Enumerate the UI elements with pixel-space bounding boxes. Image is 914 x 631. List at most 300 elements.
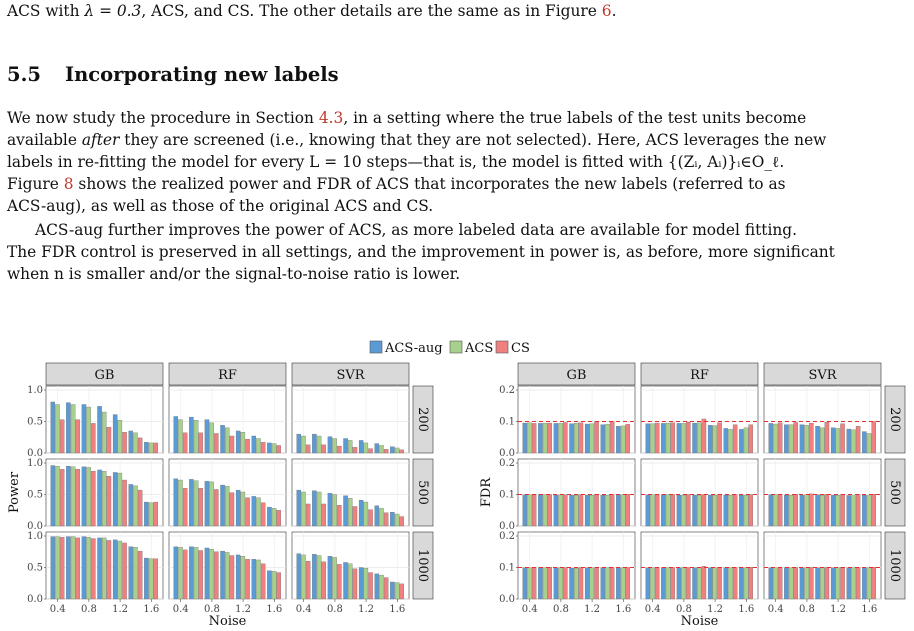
bar-cs (277, 573, 281, 599)
bar-acs-aug (66, 466, 70, 526)
bar-cs (230, 493, 234, 526)
bar-cs (749, 425, 753, 453)
bar-acs-aug (800, 425, 804, 453)
bar-acs (194, 481, 198, 526)
y-tick-label: 0.2 (499, 531, 515, 542)
bar-acs (301, 492, 305, 526)
bar-acs (102, 538, 106, 599)
bar-acs (836, 568, 840, 599)
bar-acs (805, 568, 809, 599)
x-tick-label: 1.6 (389, 604, 406, 615)
x-tick-label: 0.4 (49, 604, 66, 615)
bar-acs (71, 467, 75, 526)
bar-acs-aug (113, 472, 117, 526)
bar-acs-aug (129, 431, 133, 453)
y-tick-label: 0.2 (499, 385, 515, 396)
bar-acs-aug (616, 426, 620, 453)
bar-cs (749, 567, 753, 599)
bar-acs (713, 495, 717, 526)
bar-cs (154, 443, 158, 453)
y-axis-title: Power (7, 471, 22, 514)
bar-cs (91, 539, 95, 599)
y-tick-label: 0.0 (499, 448, 515, 459)
bar-acs (194, 547, 198, 599)
facet-label: RF (218, 368, 237, 383)
bar-acs-aug (708, 568, 712, 599)
bar-acs-aug (390, 447, 394, 453)
bar-acs-aug (375, 444, 379, 453)
bar-cs (733, 495, 737, 527)
bar-acs (820, 428, 824, 453)
bar-acs (317, 492, 321, 526)
section-number: 5.5 (7, 63, 41, 86)
bar-acs (605, 424, 609, 453)
bar-acs-aug (739, 568, 743, 599)
x-tick-label: 0.4 (767, 604, 784, 615)
facet-label: 1000 (415, 548, 430, 583)
bar-cs (245, 498, 249, 526)
bar-acs-aug (97, 406, 101, 453)
bar-acs (590, 424, 594, 453)
bar-acs-aug (862, 495, 866, 526)
bar-cs (794, 494, 798, 526)
bar-cs (60, 469, 64, 526)
bar-cs (322, 504, 326, 526)
paragraph-2 (7, 219, 907, 285)
bar-acs-aug (739, 495, 743, 526)
bar-acs (773, 495, 777, 526)
y-tick-label: 0.1 (499, 489, 515, 501)
x-tick-label: 0.4 (644, 604, 661, 615)
section-title: Incorporating new labels (65, 63, 339, 86)
bar-acs (697, 423, 701, 453)
bar-cs (825, 422, 829, 453)
bar-cs (384, 449, 388, 453)
bar-cs (368, 573, 372, 599)
bar-acs-aug (661, 495, 665, 526)
x-tick-label: 1.6 (615, 604, 632, 615)
bar-acs (395, 514, 399, 526)
fdr-chart (479, 363, 905, 629)
bar-cs (183, 488, 187, 526)
bar-acs (527, 568, 531, 599)
bar-acs-aug (220, 425, 224, 453)
bar-acs (590, 495, 594, 526)
bar-cs (563, 422, 567, 453)
bar-acs (272, 571, 276, 599)
para-line: labels in re-fitting the model for every L = 10 steps—that is, the model is fitted with {(Zᵢ, Aᵢ)}ᵢ∈O_ℓ. (7, 153, 785, 171)
bar-acs (395, 448, 399, 453)
bar-cs (353, 506, 357, 526)
bar-cs (60, 420, 64, 453)
bar-cs (138, 438, 142, 453)
bar-cs (337, 446, 341, 453)
bar-cs (277, 445, 281, 453)
bar-acs (867, 433, 871, 453)
bar-acs-aug (677, 423, 681, 453)
facet-label: RF (690, 368, 709, 383)
bar-acs-aug (328, 437, 332, 453)
bar-cs (686, 422, 690, 453)
bar-acs (574, 423, 578, 453)
bar-acs (210, 549, 214, 599)
bar-acs (836, 495, 840, 526)
bar-cs (122, 543, 126, 599)
bar-cs (245, 559, 249, 599)
bar-acs (379, 575, 383, 599)
bar-cs (655, 423, 659, 453)
bar-acs (851, 430, 855, 453)
y-tick-label: 0.5 (27, 562, 43, 574)
bar-acs-aug (784, 495, 788, 526)
bar-cs (594, 568, 598, 600)
facet-label: SVR (808, 368, 837, 383)
bar-acs (133, 486, 137, 526)
bar-acs-aug (252, 436, 256, 453)
bar-acs (805, 495, 809, 526)
bar-acs (773, 424, 777, 453)
bar-cs (794, 568, 798, 600)
bar-cs (199, 433, 203, 453)
bar-acs-aug (359, 500, 363, 526)
bar-acs-aug (847, 495, 851, 526)
section-heading (7, 63, 339, 86)
bar-cs (306, 561, 310, 599)
bar-acs-aug (312, 491, 316, 526)
bar-acs-aug (862, 568, 866, 599)
bar-cs (702, 566, 706, 599)
bar-acs-aug (601, 425, 605, 453)
bar-acs-aug (554, 568, 558, 599)
bar-acs-aug (831, 428, 835, 453)
bar-cs (671, 423, 675, 453)
bar-cs (856, 568, 860, 600)
bar-cs (183, 433, 187, 453)
y-tick-label: 0.2 (499, 458, 515, 469)
bar-acs (574, 495, 578, 526)
facet-label: 500 (887, 480, 902, 505)
bar-acs-aug (174, 416, 178, 453)
bar-cs (840, 567, 844, 599)
figure-link[interactable]: 6 (601, 2, 612, 20)
bar-acs (71, 537, 75, 599)
bar-acs-aug (359, 440, 363, 453)
bar-cs (548, 423, 552, 453)
x-tick-label: 0.8 (675, 604, 692, 615)
bar-acs (210, 482, 214, 526)
bar-acs-aug (815, 426, 819, 453)
bar-cs (122, 480, 126, 526)
bar-cs (809, 494, 813, 526)
x-tick-label: 0.8 (326, 604, 343, 615)
x-tick-label: 1.2 (584, 604, 601, 615)
figure-link[interactable]: 8 (63, 175, 74, 193)
bar-acs (851, 495, 855, 526)
facet-label: 500 (415, 480, 430, 505)
x-tick-label: 1.6 (738, 604, 755, 615)
x-axis-title: Noise (208, 614, 247, 629)
bar-acs-aug (375, 506, 379, 526)
bar-acs (744, 495, 748, 526)
bar-acs (241, 556, 245, 599)
bar-acs-aug (66, 537, 70, 599)
bar-cs (261, 564, 265, 599)
bar-cs (353, 447, 357, 453)
bar-acs (210, 423, 214, 453)
bar-cs (840, 495, 844, 527)
bar-acs (272, 508, 276, 526)
bar-cs (277, 510, 281, 526)
y-tick-label: 0.1 (499, 416, 515, 428)
bar-acs (666, 495, 670, 526)
y-axis-title: FDR (479, 477, 494, 508)
bar-acs (744, 428, 748, 453)
bar-acs-aug (692, 568, 696, 599)
bar-acs (650, 568, 654, 599)
bar-cs (579, 495, 583, 527)
bar-acs-aug (82, 537, 86, 599)
bar-acs-aug (328, 493, 332, 526)
bar-cs (717, 495, 721, 527)
bar-acs (333, 557, 337, 599)
bar-cs (400, 517, 404, 526)
y-tick-label: 1.0 (27, 531, 43, 542)
bar-acs-aug (51, 466, 55, 526)
bar-acs-aug (312, 434, 316, 453)
bar-acs (87, 407, 91, 453)
bar-cs (626, 424, 630, 453)
bar-acs (789, 425, 793, 453)
bar-acs-aug (692, 495, 696, 526)
bar-acs (867, 568, 871, 599)
bar-cs (778, 495, 782, 527)
bar-acs-aug (800, 495, 804, 526)
bar-cs (183, 550, 187, 599)
bar-cs (154, 502, 158, 526)
bar-acs-aug (769, 495, 773, 526)
bar-acs (71, 404, 75, 453)
facet-label: 200 (887, 407, 902, 432)
bar-acs-aug (343, 439, 347, 453)
bar-cs (214, 489, 218, 526)
bar-cs (107, 427, 111, 453)
y-tick-label: 0.5 (27, 416, 43, 428)
bar-acs-aug (97, 538, 101, 599)
bar-acs-aug (523, 495, 527, 526)
bar-acs-aug (113, 540, 117, 599)
bar-acs-aug (538, 423, 542, 453)
paragraph-1 (7, 107, 907, 217)
bar-cs (671, 568, 675, 600)
bar-acs-aug (236, 490, 240, 526)
facet-label: SVR (336, 368, 365, 383)
bar-cs (306, 445, 310, 453)
bar-acs-aug (205, 420, 209, 453)
bar-acs (256, 439, 260, 453)
bar-acs (789, 495, 793, 526)
bar-acs-aug (82, 467, 86, 526)
x-tick-label: 1.6 (861, 604, 878, 615)
x-tick-label: 0.8 (203, 604, 220, 615)
bar-acs-aug (646, 424, 650, 453)
bar-acs-aug (677, 495, 681, 526)
bar-acs (621, 426, 625, 453)
bar-acs (666, 568, 670, 599)
bar-acs (241, 492, 245, 526)
bar-acs (225, 552, 229, 599)
bar-cs (214, 433, 218, 453)
figure-8 (0, 331, 914, 631)
bar-acs (118, 473, 122, 526)
bar-acs-aug (129, 484, 133, 526)
bar-cs (245, 439, 249, 453)
y-tick-label: 0.1 (499, 562, 515, 574)
bar-cs (686, 495, 690, 527)
para-line (7, 107, 907, 129)
facet-label: GB (94, 368, 115, 383)
para-line (7, 173, 907, 195)
y-tick-label: 0.0 (499, 594, 515, 605)
bar-acs-aug (585, 424, 589, 453)
bar-cs (107, 476, 111, 526)
bar-acs (317, 436, 321, 453)
bar-acs (713, 568, 717, 599)
text: . (611, 2, 617, 20)
bar-acs (773, 568, 777, 599)
bar-acs (178, 420, 182, 453)
bar-acs (820, 568, 824, 599)
bar-acs (102, 412, 106, 453)
bar-cs (610, 495, 614, 527)
bar-cs (76, 538, 80, 599)
bar-acs-aug (328, 556, 332, 599)
bar-cs (532, 495, 536, 527)
bar-acs-aug (769, 423, 773, 453)
bar-acs-aug (82, 404, 86, 453)
legend-key (496, 341, 508, 353)
bar-acs (650, 495, 654, 526)
bar-acs-aug (523, 423, 527, 453)
bar-acs-aug (390, 512, 394, 526)
x-tick-label: 0.4 (172, 604, 189, 615)
bar-acs (379, 508, 383, 526)
bar-acs-aug (784, 425, 788, 453)
bar-acs (364, 568, 368, 599)
text: ACS with (7, 2, 85, 20)
para-line (7, 129, 907, 151)
bar-cs (337, 505, 341, 526)
bar-cs (548, 567, 552, 599)
section-link[interactable]: 4.3 (318, 109, 344, 127)
bar-acs (118, 541, 122, 599)
bar-cs (778, 568, 782, 600)
bar-acs (590, 568, 594, 599)
bar-cs (856, 426, 860, 453)
bar-acs-aug (144, 442, 148, 453)
bar-cs (532, 423, 536, 453)
facet-label: 200 (415, 407, 430, 432)
bar-acs (149, 503, 153, 526)
legend-label: CS (511, 341, 530, 356)
bar-cs (610, 568, 614, 600)
bar-acs-aug (144, 558, 148, 599)
bar-cs (400, 584, 404, 599)
bar-acs-aug (297, 490, 301, 526)
bar-cs (733, 425, 737, 453)
para-line: when n is smaller and/or the signal-to-noise ratio is lower. (7, 265, 461, 283)
bar-acs (559, 423, 563, 453)
bar-acs (728, 568, 732, 599)
bar-acs (272, 444, 276, 453)
bar-acs-aug (97, 470, 101, 526)
bar-cs (532, 568, 536, 600)
bar-cs (655, 568, 659, 600)
x-tick-label: 1.2 (830, 604, 847, 615)
bar-acs (605, 495, 609, 526)
bar-cs (91, 471, 95, 526)
legend (370, 341, 530, 356)
bar-cs (107, 540, 111, 599)
bar-acs (605, 568, 609, 599)
bar-acs-aug (554, 495, 558, 526)
bar-acs-aug (569, 568, 573, 599)
bar-acs-aug (144, 502, 148, 526)
bar-cs (322, 445, 326, 453)
bar-acs (621, 568, 625, 599)
bar-acs (178, 547, 182, 599)
bar-acs-aug (113, 415, 117, 453)
x-tick-label: 0.8 (80, 604, 97, 615)
bar-acs-aug (554, 423, 558, 453)
bar-acs-aug (538, 568, 542, 599)
bar-acs-aug (343, 496, 347, 526)
bar-acs-aug (267, 443, 271, 453)
bar-acs (256, 560, 260, 599)
bar-cs (60, 537, 64, 599)
bar-acs (348, 440, 352, 453)
bar-acs-aug (847, 568, 851, 599)
x-axis-title: Noise (680, 614, 719, 629)
caption-line (7, 0, 907, 22)
bar-acs-aug (51, 402, 55, 453)
bar-cs (337, 564, 341, 599)
bar-acs-aug (601, 568, 605, 599)
legend-key (370, 341, 382, 353)
x-tick-label: 1.2 (358, 604, 375, 615)
bar-cs (76, 420, 80, 453)
y-tick-label: 0.0 (27, 448, 43, 459)
bar-acs (697, 568, 701, 599)
bar-acs-aug (724, 428, 728, 453)
bar-acs-aug (359, 568, 363, 600)
bar-acs (395, 583, 399, 599)
bar-acs-aug (646, 568, 650, 599)
bar-acs (348, 564, 352, 599)
bar-cs (261, 442, 265, 453)
bar-acs (559, 495, 563, 526)
bar-cs (749, 495, 753, 527)
bar-acs-aug (601, 495, 605, 526)
bar-acs (697, 495, 701, 526)
bar-acs-aug (523, 568, 527, 599)
bar-acs-aug (616, 495, 620, 526)
bar-acs-aug (220, 485, 224, 526)
bar-acs-aug (66, 403, 70, 453)
bar-cs (825, 568, 829, 600)
bar-acs (364, 502, 368, 526)
text: available (7, 131, 82, 149)
x-tick-label: 1.2 (707, 604, 724, 615)
